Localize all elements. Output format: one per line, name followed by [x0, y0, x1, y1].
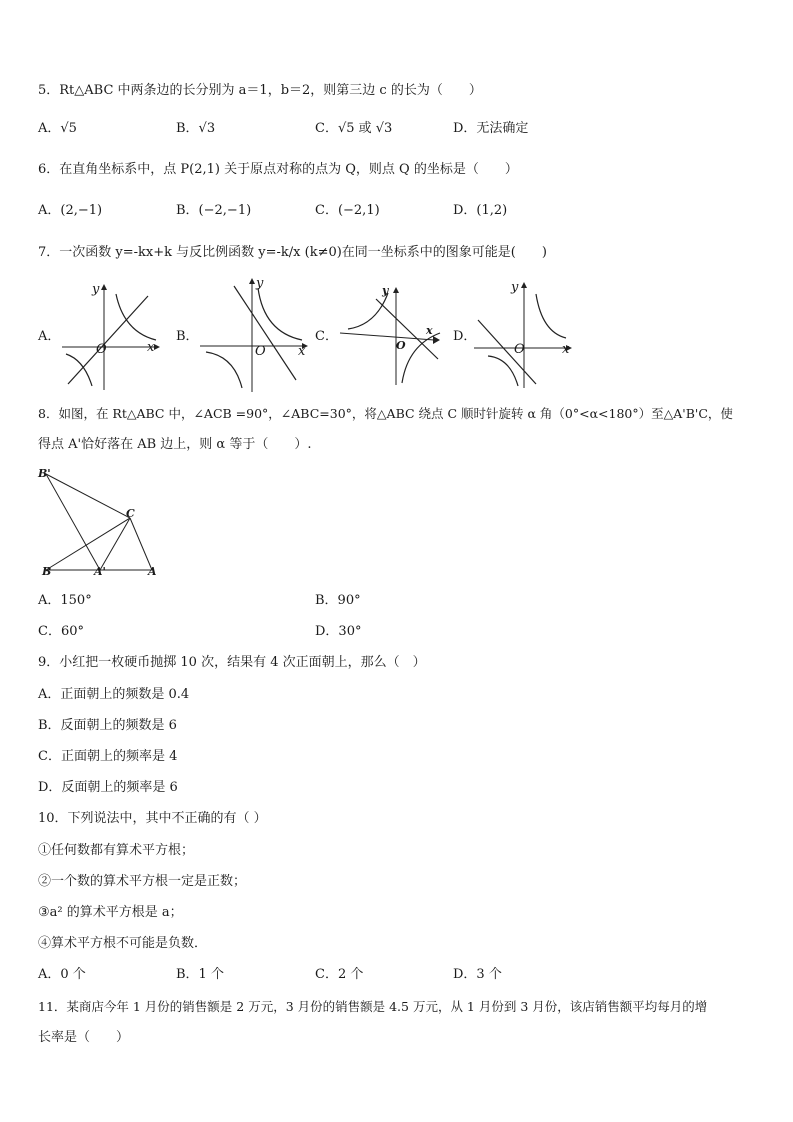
q5-stem: 5．Rt△ABC 中两条边的长分别为 a＝1，b＝2，则第三边 c 的长为（ ）	[38, 83, 482, 98]
q7-graph-b-svg	[200, 276, 310, 394]
q7-option-c: C．	[315, 329, 338, 344]
q8-option-c: C．60°	[38, 624, 84, 639]
q6-option-a: A．(2,−1)	[38, 203, 103, 218]
q8-stem-line2: 得点 A'恰好落在 AB 边上，则 α 等于（ ）.	[38, 437, 312, 452]
q8-triangle-svg	[36, 466, 166, 580]
q10-option-c: C．2 个	[315, 967, 364, 982]
q5-option-d: D．无法确定	[453, 121, 529, 136]
q11-stem-line1: 11．某商店今年 1 月份的销售额是 2 万元，3 月份的销售额是 4.5 万元，从 1 月份到 3 月份，该店销售额平均每月的增	[38, 999, 708, 1014]
q5-option-a: A．√5	[38, 121, 77, 136]
q7-option-b: B．	[176, 329, 199, 344]
q7-graph-a	[62, 282, 162, 392]
q9-stem: 9．小红把一枚硬币抛掷 10 次，结果有 4 次正面朝上，那么（ ）	[38, 655, 426, 670]
q7-graph-a-x-label: x	[147, 340, 155, 355]
q10-option-b: B．1 个	[176, 967, 224, 982]
q7-graph-a-y-label: y	[92, 282, 100, 297]
q8-option-a: A．150°	[38, 593, 92, 608]
q8-label-a: A	[148, 565, 157, 578]
q8-triangle-figure	[36, 466, 166, 580]
q7-stem: 7．一次函数 y=-kx+k 与反比例函数 y=-k/x (k≠0)在同一坐标系中的图象可能是( )	[38, 245, 547, 260]
q9-option-d: D．反面朝上的频率是 6	[38, 780, 178, 795]
q7-graph-b-x-label: x	[298, 344, 306, 359]
q7-graph-b-origin: O	[255, 344, 266, 359]
q10-option-a: A．0 个	[38, 967, 86, 982]
q6-option-c: C．(−2,1)	[315, 203, 380, 218]
q10-statement-4: ④算术平方根不可能是负数．	[38, 936, 208, 951]
q9-option-b: B．反面朝上的频数是 6	[38, 718, 177, 733]
q7-graph-d-origin: O	[514, 342, 525, 357]
q7-graph-c-origin: O	[396, 339, 406, 352]
q5-option-b: B．√3	[176, 121, 216, 136]
q5-option-c: C．√5 或 √3	[315, 121, 393, 136]
q8-option-b: B．90°	[315, 593, 361, 608]
q7-graph-a-origin: O	[96, 342, 107, 357]
q8-label-b: B	[42, 565, 52, 578]
q11-stem-line2: 长率是（ ）	[38, 1030, 130, 1045]
q7-graph-c	[340, 283, 450, 389]
q6-option-b: B．(−2,−1)	[176, 203, 252, 218]
q7-graph-c-y-label: y	[382, 284, 389, 297]
q7-option-a: A．	[38, 329, 61, 344]
q10-statement-3: ③a² 的算术平方根是 a；	[38, 905, 183, 920]
q7-graph-b	[200, 276, 310, 394]
q7-graph-a-svg	[62, 282, 162, 392]
q7-option-d: D．	[453, 329, 477, 344]
q10-statement-2: ②一个数的算术平方根一定是正数；	[38, 874, 247, 889]
q10-stem: 10．下列说法中，其中不正确的有（ ）	[38, 811, 267, 826]
q6-option-d: D．(1,2)	[453, 203, 508, 218]
q10-statement-1: ①任何数都有算术平方根；	[38, 843, 195, 858]
q8-label-c: C	[126, 507, 135, 520]
q10-option-d: D．3 个	[453, 967, 502, 982]
q7-graph-d-y-label: y	[511, 280, 519, 295]
q7-graph-d	[474, 280, 574, 390]
q8-option-d: D．30°	[315, 624, 362, 639]
q7-graph-b-y-label: y	[256, 276, 264, 291]
q9-option-a: A．正面朝上的频数是 0.4	[38, 687, 190, 702]
q9-option-c: C．正面朝上的频率是 4	[38, 749, 178, 764]
q8-stem-line1: 8．如图，在 Rt△ABC 中，∠ACB =90°，∠ABC=30°，将△ABC 绕点 C 顺时针旋转 α 角（0°<α<180°）至△A'B'C，使	[38, 406, 733, 421]
q7-graph-d-x-label: x	[562, 342, 570, 357]
q8-label-a-prime: A'	[94, 565, 106, 578]
q7-graph-c-x-label: x	[426, 324, 433, 337]
q6-stem: 6．在直角坐标系中，点 P(2,1) 关于原点对称的点为 Q，则点 Q 的坐标是（ ）	[38, 162, 518, 177]
q8-label-b-prime: B'	[38, 467, 51, 480]
q7-graph-c-svg	[340, 283, 450, 389]
q7-graph-d-svg	[474, 280, 574, 390]
